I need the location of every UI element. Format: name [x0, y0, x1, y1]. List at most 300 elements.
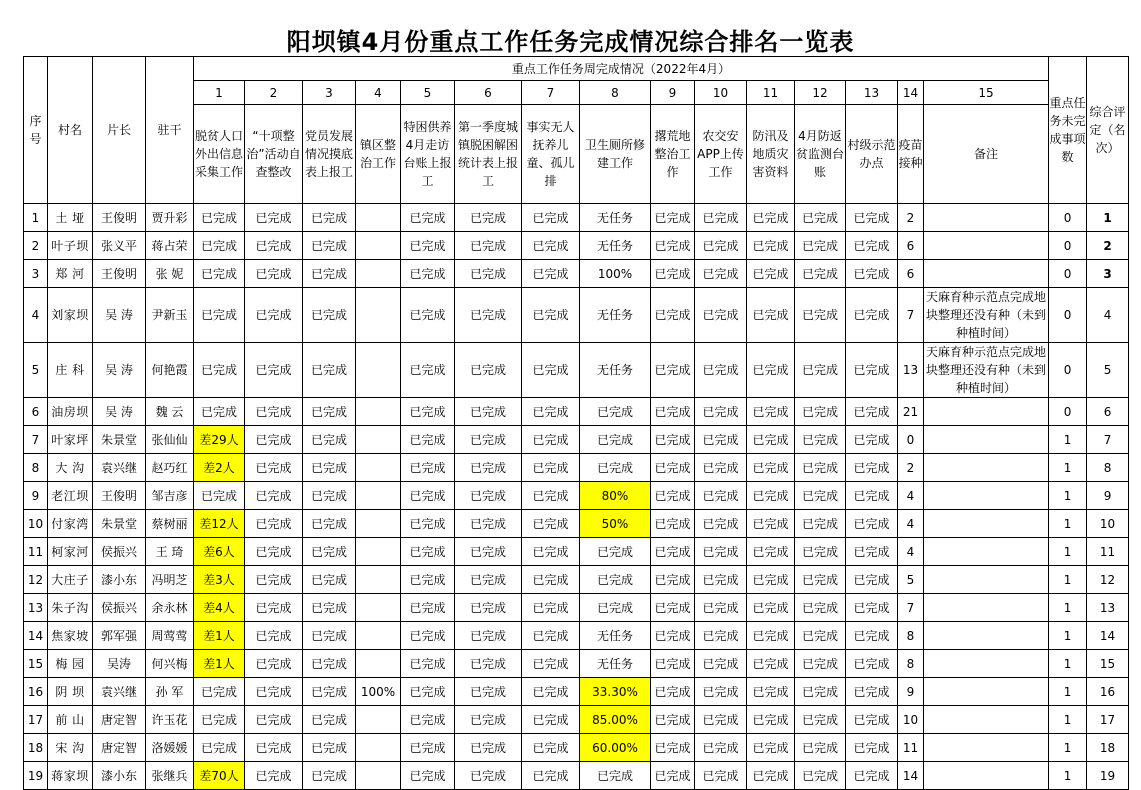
task-10-cell: 已完成	[695, 678, 747, 706]
task-6-cell: 已完成	[455, 566, 522, 594]
table-row	[24, 566, 1129, 594]
task-12-cell: 已完成	[795, 594, 846, 622]
task-2-cell: 已完成	[245, 762, 303, 790]
task-5-cell: 已完成	[401, 482, 455, 510]
leader-cell: 唐定智	[93, 706, 146, 734]
task-7-cell: 已完成	[522, 454, 580, 482]
seq-cell: 12	[24, 566, 48, 594]
task-10-cell: 已完成	[695, 454, 747, 482]
cadre-cell: 洛媛媛	[146, 734, 194, 762]
cadre-cell: 何艳霞	[146, 343, 194, 398]
task-3-cell: 已完成	[303, 678, 356, 706]
task-12-cell: 已完成	[795, 538, 846, 566]
task-4-cell	[356, 204, 401, 232]
table-row	[24, 398, 1129, 426]
task-12-cell: 已完成	[795, 706, 846, 734]
task-7-cell: 已完成	[522, 288, 580, 343]
task-14-cell: 21	[898, 398, 924, 426]
task-5-cell: 已完成	[401, 454, 455, 482]
task-8-cell: 已完成	[580, 762, 651, 790]
task-1-cell: 差6人	[194, 538, 245, 566]
task-6-cell: 已完成	[455, 538, 522, 566]
seq-cell: 7	[24, 426, 48, 454]
task-3-cell: 已完成	[303, 398, 356, 426]
task-10-cell: 已完成	[695, 650, 747, 678]
task-5-cell: 已完成	[401, 678, 455, 706]
task-1-cell: 已完成	[194, 232, 245, 260]
task-8-cell: 已完成	[580, 398, 651, 426]
task-9-cell: 已完成	[651, 762, 695, 790]
note-cell: 天麻育种示范点完成地块整理还没有种（未到种植时间）	[924, 288, 1049, 343]
leader-cell: 郭军强	[93, 622, 146, 650]
table-row	[24, 594, 1129, 622]
note-cell	[924, 426, 1049, 454]
seq-cell: 19	[24, 762, 48, 790]
incomplete-count-cell: 1	[1049, 482, 1087, 510]
task-11-cell: 已完成	[747, 204, 795, 232]
note-cell	[924, 762, 1049, 790]
rank-cell: 8	[1087, 454, 1129, 482]
task-10-cell: 已完成	[695, 343, 747, 398]
task-3-cell: 已完成	[303, 232, 356, 260]
task-number-7: 7	[522, 81, 580, 105]
leader-cell: 王俊明	[93, 260, 146, 288]
task-9-cell: 已完成	[651, 622, 695, 650]
task-11-cell: 已完成	[747, 762, 795, 790]
task-11-cell: 已完成	[747, 734, 795, 762]
task-10-cell: 已完成	[695, 594, 747, 622]
task-12-cell: 已完成	[795, 288, 846, 343]
task-name-2: “十项整治”活动自查整改	[245, 105, 303, 204]
village-cell: 土 垭	[48, 204, 93, 232]
rank-cell: 10	[1087, 510, 1129, 538]
task-7-cell: 已完成	[522, 734, 580, 762]
task-name-9: 撂荒地整治工作	[651, 105, 695, 204]
task-name-14: 疫苗接种	[898, 105, 924, 204]
task-8-cell: 无任务	[580, 204, 651, 232]
task-1-cell: 已完成	[194, 204, 245, 232]
task-8-cell: 80%	[580, 482, 651, 510]
task-11-cell: 已完成	[747, 232, 795, 260]
task-10-cell: 已完成	[695, 706, 747, 734]
task-2-cell: 已完成	[245, 260, 303, 288]
task-9-cell: 已完成	[651, 510, 695, 538]
task-number-15: 15	[924, 81, 1049, 105]
village-cell: 朱子沟	[48, 594, 93, 622]
leader-cell: 张义平	[93, 232, 146, 260]
leader-cell: 漆小东	[93, 566, 146, 594]
incomplete-count-cell: 1	[1049, 650, 1087, 678]
village-cell: 庄 科	[48, 343, 93, 398]
task-12-cell: 已完成	[795, 204, 846, 232]
task-13-cell: 已完成	[846, 566, 898, 594]
task-1-cell: 已完成	[194, 734, 245, 762]
task-2-cell: 已完成	[245, 706, 303, 734]
incomplete-count-cell: 1	[1049, 426, 1087, 454]
task-8-cell: 100%	[580, 260, 651, 288]
task-11-cell: 已完成	[747, 538, 795, 566]
task-14-cell: 4	[898, 538, 924, 566]
rank-cell: 12	[1087, 566, 1129, 594]
note-cell	[924, 232, 1049, 260]
task-5-cell: 已完成	[401, 566, 455, 594]
task-13-cell: 已完成	[846, 398, 898, 426]
task-10-cell: 已完成	[695, 538, 747, 566]
leader-cell: 唐定智	[93, 734, 146, 762]
cadre-cell: 冯明芝	[146, 566, 194, 594]
cadre-cell: 许玉花	[146, 706, 194, 734]
task-2-cell: 已完成	[245, 538, 303, 566]
task-13-cell: 已完成	[846, 232, 898, 260]
task-8-cell: 已完成	[580, 594, 651, 622]
task-4-cell	[356, 538, 401, 566]
incomplete-count-cell: 1	[1049, 510, 1087, 538]
task-13-cell: 已完成	[846, 260, 898, 288]
task-12-cell: 已完成	[795, 622, 846, 650]
task-11-cell: 已完成	[747, 398, 795, 426]
task-9-cell: 已完成	[651, 482, 695, 510]
cadre-cell: 张 妮	[146, 260, 194, 288]
task-5-cell: 已完成	[401, 762, 455, 790]
task-5-cell: 已完成	[401, 650, 455, 678]
task-11-cell: 已完成	[747, 482, 795, 510]
task-4-cell	[356, 288, 401, 343]
note-cell	[924, 204, 1049, 232]
task-12-cell: 已完成	[795, 343, 846, 398]
task-name-1: 脱贫人口外出信息采集工作	[194, 105, 245, 204]
leader-cell: 侯振兴	[93, 594, 146, 622]
rank-cell: 4	[1087, 288, 1129, 343]
task-name-6: 第一季度城镇脱困解困统计表上报工	[455, 105, 522, 204]
ranking-table	[23, 56, 1129, 790]
task-8-cell: 60.00%	[580, 734, 651, 762]
task-8-cell: 已完成	[580, 566, 651, 594]
seq-cell: 17	[24, 706, 48, 734]
task-4-cell	[356, 510, 401, 538]
header-task-group: 重点工作任务周完成情况（2022年4月）	[194, 57, 1049, 81]
note-cell	[924, 650, 1049, 678]
task-11-cell: 已完成	[747, 650, 795, 678]
task-10-cell: 已完成	[695, 510, 747, 538]
table-row	[24, 510, 1129, 538]
task-1-cell: 差1人	[194, 622, 245, 650]
note-cell	[924, 706, 1049, 734]
cadre-cell: 王 琦	[146, 538, 194, 566]
task-14-cell: 8	[898, 622, 924, 650]
task-14-cell: 6	[898, 232, 924, 260]
task-3-cell: 已完成	[303, 706, 356, 734]
task-13-cell: 已完成	[846, 622, 898, 650]
task-14-cell: 2	[898, 204, 924, 232]
task-number-8: 8	[580, 81, 651, 105]
task-6-cell: 已完成	[455, 232, 522, 260]
task-name-4: 镇区整治工作	[356, 105, 401, 204]
task-5-cell: 已完成	[401, 706, 455, 734]
task-2-cell: 已完成	[245, 288, 303, 343]
incomplete-count-cell: 1	[1049, 762, 1087, 790]
task-4-cell	[356, 706, 401, 734]
task-13-cell: 已完成	[846, 204, 898, 232]
task-7-cell: 已完成	[522, 706, 580, 734]
header-leader: 片长	[93, 57, 146, 204]
note-cell: 天麻育种示范点完成地块整理还没有种（未到种植时间）	[924, 343, 1049, 398]
seq-cell: 3	[24, 260, 48, 288]
task-1-cell: 差29人	[194, 426, 245, 454]
table-row	[24, 482, 1129, 510]
task-3-cell: 已完成	[303, 204, 356, 232]
task-name-3: 党员发展情况摸底表上报工	[303, 105, 356, 204]
rank-cell: 6	[1087, 398, 1129, 426]
task-2-cell: 已完成	[245, 482, 303, 510]
note-cell	[924, 454, 1049, 482]
task-12-cell: 已完成	[795, 454, 846, 482]
task-11-cell: 已完成	[747, 622, 795, 650]
task-7-cell: 已完成	[522, 566, 580, 594]
task-12-cell: 已完成	[795, 398, 846, 426]
leader-cell: 王俊明	[93, 482, 146, 510]
task-9-cell: 已完成	[651, 650, 695, 678]
incomplete-count-cell: 1	[1049, 538, 1087, 566]
task-3-cell: 已完成	[303, 734, 356, 762]
task-1-cell: 已完成	[194, 288, 245, 343]
task-13-cell: 已完成	[846, 510, 898, 538]
task-number-12: 12	[795, 81, 846, 105]
task-9-cell: 已完成	[651, 706, 695, 734]
task-7-cell: 已完成	[522, 510, 580, 538]
task-14-cell: 13	[898, 343, 924, 398]
task-5-cell: 已完成	[401, 510, 455, 538]
task-6-cell: 已完成	[455, 594, 522, 622]
table-row	[24, 288, 1129, 343]
task-7-cell: 已完成	[522, 762, 580, 790]
village-cell: 蒋家坝	[48, 762, 93, 790]
rank-cell: 2	[1087, 232, 1129, 260]
task-10-cell: 已完成	[695, 398, 747, 426]
incomplete-count-cell: 0	[1049, 398, 1087, 426]
table-row	[24, 706, 1129, 734]
task-9-cell: 已完成	[651, 734, 695, 762]
incomplete-count-cell: 1	[1049, 566, 1087, 594]
task-4-cell	[356, 594, 401, 622]
village-cell: 叶家坪	[48, 426, 93, 454]
village-cell: 叶子坝	[48, 232, 93, 260]
task-number-6: 6	[455, 81, 522, 105]
task-6-cell: 已完成	[455, 678, 522, 706]
header-overall-rank: 综合评定（名次）	[1087, 57, 1129, 204]
task-9-cell: 已完成	[651, 566, 695, 594]
table-row	[24, 426, 1129, 454]
task-9-cell: 已完成	[651, 426, 695, 454]
task-4-cell	[356, 398, 401, 426]
leader-cell: 漆小东	[93, 762, 146, 790]
table-row	[24, 650, 1129, 678]
task-6-cell: 已完成	[455, 650, 522, 678]
note-cell	[924, 622, 1049, 650]
task-7-cell: 已完成	[522, 204, 580, 232]
note-cell	[924, 594, 1049, 622]
task-9-cell: 已完成	[651, 232, 695, 260]
incomplete-count-cell: 1	[1049, 454, 1087, 482]
rank-cell: 9	[1087, 482, 1129, 510]
seq-cell: 13	[24, 594, 48, 622]
task-7-cell: 已完成	[522, 678, 580, 706]
task-2-cell: 已完成	[245, 510, 303, 538]
task-7-cell: 已完成	[522, 343, 580, 398]
task-10-cell: 已完成	[695, 260, 747, 288]
task-9-cell: 已完成	[651, 288, 695, 343]
task-11-cell: 已完成	[747, 706, 795, 734]
task-11-cell: 已完成	[747, 343, 795, 398]
incomplete-count-cell: 0	[1049, 288, 1087, 343]
header-incomplete-count: 重点任务未完成事项数	[1049, 57, 1087, 204]
task-3-cell: 已完成	[303, 622, 356, 650]
task-3-cell: 已完成	[303, 566, 356, 594]
task-14-cell: 9	[898, 678, 924, 706]
task-13-cell: 已完成	[846, 343, 898, 398]
task-2-cell: 已完成	[245, 622, 303, 650]
task-10-cell: 已完成	[695, 232, 747, 260]
task-1-cell: 已完成	[194, 343, 245, 398]
task-name-13: 村级示范办点	[846, 105, 898, 204]
task-number-14: 14	[898, 81, 924, 105]
task-6-cell: 已完成	[455, 510, 522, 538]
task-1-cell: 差4人	[194, 594, 245, 622]
task-6-cell: 已完成	[455, 454, 522, 482]
task-6-cell: 已完成	[455, 482, 522, 510]
cadre-cell: 赵巧红	[146, 454, 194, 482]
incomplete-count-cell: 1	[1049, 734, 1087, 762]
note-cell	[924, 482, 1049, 510]
incomplete-count-cell: 1	[1049, 678, 1087, 706]
task-9-cell: 已完成	[651, 204, 695, 232]
task-11-cell: 已完成	[747, 594, 795, 622]
task-9-cell: 已完成	[651, 398, 695, 426]
task-14-cell: 0	[898, 426, 924, 454]
note-cell	[924, 734, 1049, 762]
task-6-cell: 已完成	[455, 706, 522, 734]
note-cell	[924, 398, 1049, 426]
seq-cell: 11	[24, 538, 48, 566]
task-2-cell: 已完成	[245, 204, 303, 232]
task-4-cell: 100%	[356, 678, 401, 706]
rank-cell: 16	[1087, 678, 1129, 706]
task-12-cell: 已完成	[795, 510, 846, 538]
task-14-cell: 10	[898, 706, 924, 734]
cadre-cell: 蔡树丽	[146, 510, 194, 538]
task-4-cell	[356, 650, 401, 678]
task-13-cell: 已完成	[846, 650, 898, 678]
leader-cell: 吴涛	[93, 650, 146, 678]
seq-cell: 2	[24, 232, 48, 260]
task-2-cell: 已完成	[245, 594, 303, 622]
incomplete-count-cell: 1	[1049, 622, 1087, 650]
task-14-cell: 6	[898, 260, 924, 288]
incomplete-count-cell: 0	[1049, 232, 1087, 260]
village-cell: 油房坝	[48, 398, 93, 426]
task-8-cell: 33.30%	[580, 678, 651, 706]
task-11-cell: 已完成	[747, 510, 795, 538]
task-2-cell: 已完成	[245, 650, 303, 678]
task-3-cell: 已完成	[303, 260, 356, 288]
cadre-cell: 邹吉彦	[146, 482, 194, 510]
incomplete-count-cell: 0	[1049, 260, 1087, 288]
task-7-cell: 已完成	[522, 426, 580, 454]
incomplete-count-cell: 1	[1049, 594, 1087, 622]
header-seq: 序号	[24, 57, 48, 204]
task-13-cell: 已完成	[846, 594, 898, 622]
note-cell	[924, 678, 1049, 706]
task-7-cell: 已完成	[522, 594, 580, 622]
task-2-cell: 已完成	[245, 566, 303, 594]
task-7-cell: 已完成	[522, 538, 580, 566]
task-4-cell	[356, 762, 401, 790]
task-name-11: 防汛及地质灾害资料	[747, 105, 795, 204]
task-9-cell: 已完成	[651, 260, 695, 288]
task-12-cell: 已完成	[795, 482, 846, 510]
task-1-cell: 差70人	[194, 762, 245, 790]
task-4-cell	[356, 734, 401, 762]
task-14-cell: 7	[898, 594, 924, 622]
task-number-3: 3	[303, 81, 356, 105]
leader-cell: 袁兴继	[93, 454, 146, 482]
task-8-cell: 无任务	[580, 622, 651, 650]
task-7-cell: 已完成	[522, 482, 580, 510]
task-5-cell: 已完成	[401, 426, 455, 454]
seq-cell: 16	[24, 678, 48, 706]
table-row	[24, 678, 1129, 706]
task-1-cell: 已完成	[194, 260, 245, 288]
task-5-cell: 已完成	[401, 232, 455, 260]
task-6-cell: 已完成	[455, 343, 522, 398]
task-10-cell: 已完成	[695, 426, 747, 454]
cadre-cell: 魏 云	[146, 398, 194, 426]
task-8-cell: 无任务	[580, 232, 651, 260]
task-6-cell: 已完成	[455, 426, 522, 454]
note-cell	[924, 566, 1049, 594]
task-12-cell: 已完成	[795, 232, 846, 260]
table-row	[24, 204, 1129, 232]
task-name-5: 特困供养4月走访台账上报工	[401, 105, 455, 204]
task-9-cell: 已完成	[651, 343, 695, 398]
leader-cell: 王俊明	[93, 204, 146, 232]
village-cell: 大 沟	[48, 454, 93, 482]
task-4-cell	[356, 454, 401, 482]
seq-cell: 5	[24, 343, 48, 398]
task-name-8: 卫生厕所修建工作	[580, 105, 651, 204]
task-12-cell: 已完成	[795, 260, 846, 288]
task-6-cell: 已完成	[455, 260, 522, 288]
table-row	[24, 538, 1129, 566]
task-1-cell: 差3人	[194, 566, 245, 594]
task-7-cell: 已完成	[522, 398, 580, 426]
task-7-cell: 已完成	[522, 260, 580, 288]
task-12-cell: 已完成	[795, 426, 846, 454]
leader-cell: 吴 涛	[93, 398, 146, 426]
leader-cell: 袁兴继	[93, 678, 146, 706]
task-name-12: 4月防返贫监测台账	[795, 105, 846, 204]
task-2-cell: 已完成	[245, 343, 303, 398]
rank-cell: 3	[1087, 260, 1129, 288]
leader-cell: 吴 涛	[93, 288, 146, 343]
rank-cell: 5	[1087, 343, 1129, 398]
task-4-cell	[356, 566, 401, 594]
task-6-cell: 已完成	[455, 622, 522, 650]
leader-cell: 朱景堂	[93, 510, 146, 538]
table-row	[24, 343, 1129, 398]
task-12-cell: 已完成	[795, 762, 846, 790]
task-1-cell: 已完成	[194, 678, 245, 706]
task-3-cell: 已完成	[303, 454, 356, 482]
